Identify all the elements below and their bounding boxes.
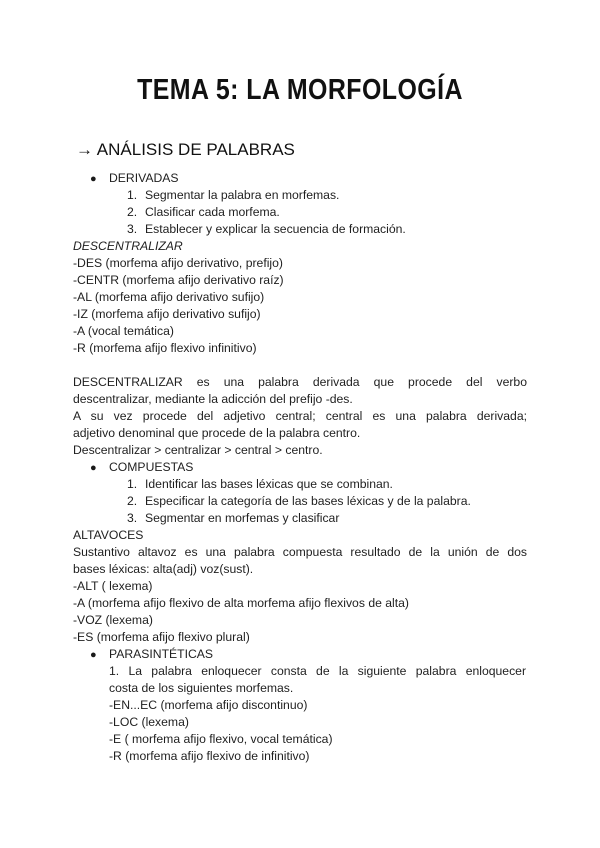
- morpheme-line: -ES (morfema afijo flexivo plural): [73, 630, 250, 644]
- morpheme-line: -VOZ (lexema): [73, 613, 153, 627]
- paragraph-line: 1. La palabra enloquecer consta de la siguiente palabra enloquecer: [109, 664, 526, 678]
- compuestas-step-3: Segmentar en morfemas y clasificar: [145, 511, 340, 525]
- step-number: 3.: [127, 511, 138, 525]
- morpheme-line: -A (vocal temática): [73, 324, 174, 338]
- morpheme-line: -EN...EC (morfema afijo discontinuo): [109, 698, 308, 712]
- paragraph-line: Sustantivo altavoz es una palabra compuesta resultado de la unión de dos: [73, 545, 527, 559]
- morpheme-line: -ALT ( lexema): [73, 579, 153, 593]
- morpheme-line: -AL (morfema afijo derivativo sufijo): [73, 290, 265, 304]
- paragraph-line: A su vez procede del adjetivo central; central es una palabra derivada;: [73, 409, 527, 423]
- step-number: 1.: [127, 188, 138, 202]
- derivadas-step-1: Segmentar la palabra en morfemas.: [145, 188, 340, 202]
- morpheme-line: -LOC (lexema): [109, 715, 189, 729]
- step-number: 2.: [127, 494, 138, 508]
- bullet-icon: ●: [90, 462, 97, 474]
- step-number: 3.: [127, 222, 138, 236]
- derivadas-step-3: Establecer y explicar la secuencia de formación.: [145, 222, 406, 236]
- morpheme-line: -R (morfema afijo flexivo infinitivo): [73, 341, 257, 355]
- paragraph-line: bases léxicas: alta(adj) voz(sust).: [73, 562, 254, 576]
- compuestas-step-1: Identificar las bases léxicas que se combinan.: [145, 477, 393, 491]
- list-label-derivadas: DERIVADAS: [109, 171, 179, 185]
- step-number: 2.: [127, 205, 138, 219]
- example-word-altavoces: ALTAVOCES: [73, 528, 144, 542]
- morpheme-line: -CENTR (morfema afijo derivativo raíz): [73, 273, 284, 287]
- derivation-chain: Descentralizar > centralizar > central > centro.: [73, 443, 323, 457]
- example-word-descentralizar: DESCENTRALIZAR: [73, 239, 183, 253]
- list-label-parasinteticas: PARASINTÉTICAS: [109, 647, 214, 661]
- bullet-icon: ●: [90, 173, 97, 185]
- derivadas-step-2: Clasificar cada morfema.: [145, 205, 280, 219]
- morpheme-line: -E ( morfema afijo flexivo, vocal temática): [109, 732, 333, 746]
- list-label-compuestas: COMPUESTAS: [109, 460, 194, 474]
- paragraph-line: DESCENTRALIZAR es una palabra derivada que procede del verbo: [73, 375, 527, 389]
- compuestas-step-2: Especificar la categoría de las bases léxicas y de la palabra.: [145, 494, 471, 508]
- paragraph-line: adjetivo denominal que procede de la palabra centro.: [73, 426, 361, 440]
- bullet-icon: ●: [90, 649, 97, 661]
- section-heading: → ANÁLISIS DE PALABRAS: [76, 140, 295, 159]
- paragraph-line: costa de los siguientes morfemas.: [109, 681, 294, 695]
- morpheme-line: -R (morfema afijo flexivo de infinitivo): [109, 749, 310, 763]
- page-title: TEMA 5: LA MORFOLOGÍA: [137, 74, 463, 106]
- paragraph-line: descentralizar, mediante la adicción del prefijo -des.: [73, 392, 353, 406]
- step-number: 1.: [127, 477, 138, 491]
- morpheme-line: -DES (morfema afijo derivativo, prefijo): [73, 256, 283, 270]
- morpheme-line: -IZ (morfema afijo derivativo sufijo): [73, 307, 261, 321]
- morpheme-line: -A (morfema afijo flexivo de alta morfema afijo flexivos de alta): [73, 596, 409, 610]
